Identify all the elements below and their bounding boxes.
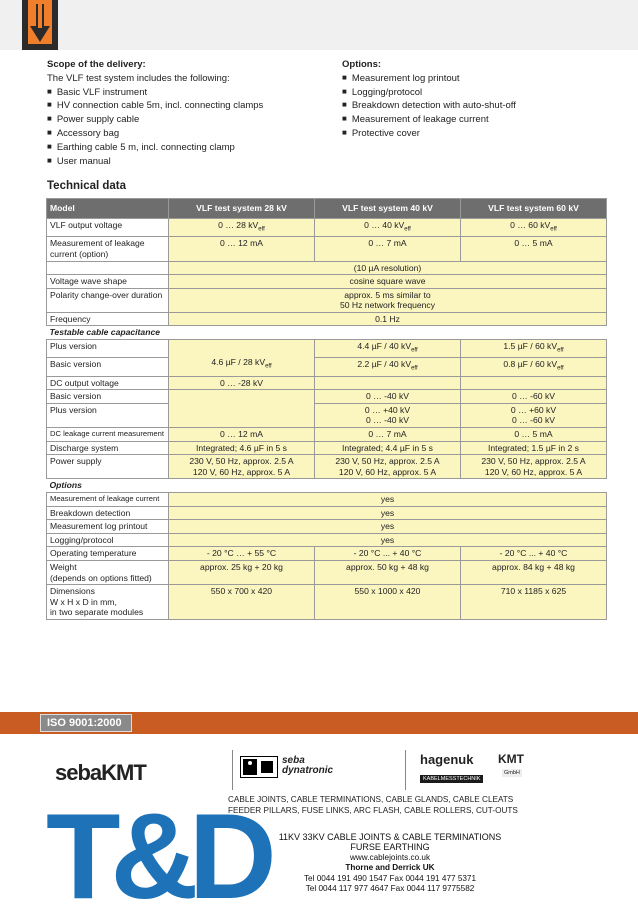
table-row [47, 441, 607, 455]
cell: - 20 °C ... + 40 °C [461, 547, 607, 561]
cell [315, 376, 461, 390]
cell: approx. 25 kg + 20 kg [169, 561, 315, 585]
row-label: Weight (depends on options fitted) [47, 561, 169, 585]
cell: 550 x 700 x 420 [169, 585, 315, 620]
header-28kv: VLF test system 28 kV [169, 199, 315, 219]
section-row [47, 479, 607, 493]
row-label [47, 261, 169, 275]
cell: 0 … 7 mA [315, 428, 461, 442]
cell: yes [169, 533, 607, 547]
row-label: Measurement of leakage current [47, 493, 169, 507]
contact-line: 11KV 33KV CABLE JOINTS & CABLE TERMINATIONS [278, 832, 502, 842]
product-line: FEEDER PILLARS, FUSE LINKS, ARC FLASH, CABLE ROLLERS, CUT-OUTS [228, 805, 518, 815]
section-title: Testable cable capacitance [47, 326, 607, 340]
top-bar [0, 0, 638, 50]
cell: 0 … 28 $kV_{eff}$ [169, 219, 315, 237]
cell: Integrated; 4.6 µF in 5 s [169, 441, 315, 455]
table-row [47, 275, 607, 289]
table-row [47, 533, 607, 547]
cell [169, 390, 315, 428]
cell: 0 … 40 $kV_{eff}$ [315, 219, 461, 237]
scope-item: ■ Earthing cable 5 m, incl. connecting clamp [47, 141, 327, 155]
cell: 230 V, 50 Hz, approx. 2.5 A 120 V, 60 Hz, approx. 5 A [315, 455, 461, 479]
iso-band [0, 712, 638, 734]
options-section [342, 58, 602, 141]
scope-intro: The VLF test system includes the following: [47, 72, 230, 84]
row-label: Plus version [47, 403, 169, 427]
product-line: CABLE JOINTS, CABLE TERMINATIONS, CABLE GLANDS, CABLE CLEATS [228, 795, 514, 804]
tech-data-table [46, 198, 607, 620]
cell: 710 x 1185 x 625 [461, 585, 607, 620]
cell: 0 … 5 mA [461, 428, 607, 442]
divider [232, 750, 233, 790]
dynatronic-mark-icon [240, 756, 278, 778]
cell: approx. 84 kg + 48 kg [461, 561, 607, 585]
contact-phone: Tel 0044 117 977 4647 Fax 0044 117 9775582 [305, 884, 475, 894]
row-label: Discharge system [47, 441, 169, 455]
product-lines [228, 795, 558, 816]
cell: (10 µA resolution) [169, 261, 607, 275]
tech-data-title: Technical data [47, 180, 127, 192]
header-model: Model [47, 199, 169, 219]
cell: 0 … -60 kV [461, 390, 607, 404]
table-row [47, 261, 607, 275]
contact-phone: Tel 0044 191 490 1547 Fax 0044 191 477 5371 [303, 873, 477, 883]
scope-title: Scope of the delivery: [47, 59, 146, 70]
cell: Integrated; 4.4 µF in 5 s [315, 441, 461, 455]
table-row [47, 390, 607, 404]
row-label: Plus version [47, 340, 169, 358]
cell: - 20 °C ... + 40 °C [315, 547, 461, 561]
scope-item: ■ Power supply cable [47, 113, 327, 127]
cell: Integrated; 1.5 µF in 2 s [461, 441, 607, 455]
website-link[interactable]: www.cablejoints.co.uk [349, 852, 431, 862]
cell: approx. 50 kg + 48 kg [315, 561, 461, 585]
cell: 0 … 7 mA [315, 237, 461, 261]
cell: 0 … -40 kV [315, 390, 461, 404]
cell: 0 … 12 mA [169, 428, 315, 442]
cell: 230 V, 50 Hz, approx. 2.5 A 120 V, 60 Hz, approx. 5 A [169, 455, 315, 479]
row-label: Basic version [47, 390, 169, 404]
row-label: Breakdown detection [47, 506, 169, 520]
contact-line: FURSE EARTHING [350, 842, 430, 853]
options-item: ■ Measurement log printout [342, 72, 602, 86]
contact-block [240, 832, 540, 894]
cell: 0 … 60 $kV_{eff}$ [461, 219, 607, 237]
cell: 0 … +60 kV 0 … -60 kV [461, 403, 607, 427]
cell: 0.8 µF / 60 $kV_{eff}$ [461, 358, 607, 376]
scope-section [47, 58, 327, 168]
table-row [47, 219, 607, 237]
table-row [47, 428, 607, 442]
table-row [47, 561, 607, 585]
table-row [47, 237, 607, 261]
section-row [47, 326, 607, 340]
row-label: Voltage wave shape [47, 275, 169, 289]
options-item: ■ Protective cover [342, 127, 602, 141]
table-row [47, 547, 607, 561]
svg-text:T&D: T&D [46, 788, 267, 904]
cell: yes [169, 506, 607, 520]
divider [405, 750, 406, 790]
options-title: Options: [342, 59, 382, 70]
scope-item: ■ Accessory bag [47, 127, 327, 141]
cell: approx. 5 ms similar to 50 Hz network frequency [169, 288, 607, 312]
cell: 0 … -28 kV [169, 376, 315, 390]
cell: yes [169, 493, 607, 507]
table-row [47, 585, 607, 620]
scope-item: ■ HV connection cable 5m, incl. connecting clamps [47, 99, 327, 113]
options-item: ■ Measurement of leakage current [342, 113, 602, 127]
table-row [47, 340, 607, 358]
cell: 1.5 µF / 60 $kV_{eff}$ [461, 340, 607, 358]
table-row [47, 376, 607, 390]
row-label: DC output voltage [47, 376, 169, 390]
scope-item: ■ User manual [47, 155, 327, 169]
section-title: Options [47, 479, 607, 493]
table-row [47, 455, 607, 479]
cell: yes [169, 520, 607, 534]
cell: 0 … 12 mA [169, 237, 315, 261]
cell: 0.1 Hz [169, 312, 607, 326]
cell: cosine square wave [169, 275, 607, 289]
cell: 230 V, 50 Hz, approx. 2.5 A 120 V, 60 Hz, approx. 5 A [461, 455, 607, 479]
row-label: Measurement log printout [47, 520, 169, 534]
table-row [47, 312, 607, 326]
row-label: Logging/protocol [47, 533, 169, 547]
row-label: VLF output voltage [47, 219, 169, 237]
cell: 0 … 5 mA [461, 237, 607, 261]
row-label: Dimensions W x H x D in mm, in two separate modules [47, 585, 169, 620]
row-label: Basic version [47, 358, 169, 376]
table-row [47, 358, 607, 376]
options-item: ■ Logging/protocol [342, 86, 602, 100]
down-arrow-icon [28, 4, 52, 44]
td-logo [46, 786, 267, 904]
table-row [47, 403, 607, 427]
table-row [47, 493, 607, 507]
row-label: Frequency [47, 312, 169, 326]
header-60kv: VLF test system 60 kV [461, 199, 607, 219]
cell: - 20 °C … + 55 °C [169, 547, 315, 561]
row-label: DC leakage current measurement [47, 428, 169, 442]
cell: 550 x 1000 x 420 [315, 585, 461, 620]
table-row [47, 288, 607, 312]
row-label: Measurement of leakage current (option) [47, 237, 169, 261]
scope-item: ■ Basic VLF instrument [47, 86, 327, 100]
row-label: Operating temperature [47, 547, 169, 561]
company-name: Thorne and Derrick UK [345, 863, 435, 873]
iso-badge: ISO 9001:2000 [40, 714, 132, 732]
header-40kv: VLF test system 40 kV [315, 199, 461, 219]
cell [461, 376, 607, 390]
cell: 4.6 µF / 28 $kV_{eff}$ [169, 340, 315, 377]
hagenuk-kmt-logo: hagenuk KABELMESSTECHNIK KMT GmbH [420, 752, 524, 782]
cell: 4.4 µF / 40 $kV_{eff}$ [315, 340, 461, 358]
options-item: ■ Breakdown detection with auto-shut-off [342, 99, 602, 113]
row-label: Polarity change-over duration [47, 288, 169, 312]
seba-kmt-logo: sebaKMT [55, 760, 146, 785]
table-row [47, 520, 607, 534]
cell: 2.2 µF / 40 $kV_{eff}$ [315, 358, 461, 376]
table-header-row [47, 199, 607, 219]
seba-dynatronic-logo: seba dynatronic [240, 756, 360, 780]
table-row [47, 506, 607, 520]
row-label: Power supply [47, 455, 169, 479]
cell: 0 … +40 kV 0 … -40 kV [315, 403, 461, 427]
